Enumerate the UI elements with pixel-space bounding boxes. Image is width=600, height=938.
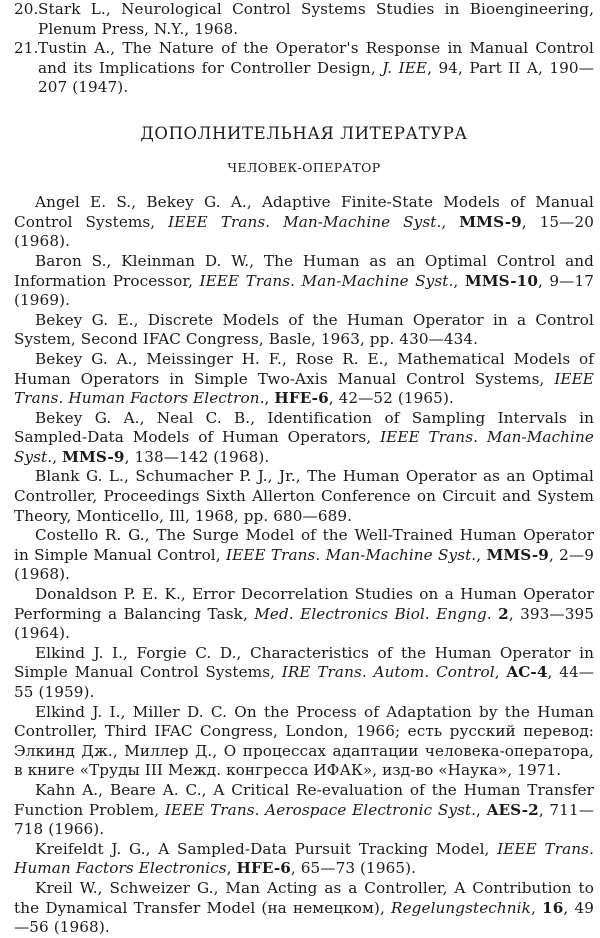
entry-text: Baron S., Kleinman D. W., The Human as an Optimal Control and Information Processor, xyxy=(14,251,594,290)
volume: 2 xyxy=(498,604,509,623)
entry-details: , 44—55 (1959). xyxy=(14,663,594,701)
bibliography-entry xyxy=(14,644,594,703)
reference-item xyxy=(14,39,594,98)
journal-name: IEEE Trans. Human Factors Electron. xyxy=(14,369,594,408)
reference-text: Stark L., Neurological Control Systems Studies in Bioengineering, Plenum Press, N.Y., 1968. xyxy=(38,0,594,38)
bibliography-entry xyxy=(14,585,594,644)
entry-details: , 65—73 (1965). xyxy=(290,859,417,878)
journal-name: IEEE Trans. Man-Machine Syst. xyxy=(168,212,442,231)
journal-name: IRE Trans. Autom. Control xyxy=(281,663,495,682)
entry-text: Kreifeldt J. G., A Sampled-Data Pursuit Tracking Model, xyxy=(35,839,498,858)
reference-number: 21. xyxy=(14,39,39,58)
separator: , xyxy=(52,447,63,466)
entry-details: , 711—718 (1966). xyxy=(14,800,594,839)
entry-details: , 393—395 (1964). xyxy=(14,604,594,643)
subsection-title: ЧЕЛОВЕК-ОПЕРАТОР xyxy=(227,159,381,175)
separator: , xyxy=(476,545,487,564)
volume: AC-4 xyxy=(506,663,548,682)
separator: , xyxy=(453,271,465,290)
volume: HFE-6 xyxy=(274,389,329,408)
reference-text: Tustin A., The Nature of the Operator's Response in Manual Control and its Implications for Controller Design, J. IEE, 94, Part II A, 190—207 (1947). xyxy=(38,39,594,97)
entry-details: , 2—9 (1968). xyxy=(14,545,594,584)
separator: , xyxy=(264,389,275,408)
journal-name: IEEE Trans. Man-Machine Syst. xyxy=(225,545,477,564)
entry-text: Costello R. G., The Surge Model of the Well-Trained Human Operator in Simple Manual Control, xyxy=(14,526,594,564)
volume: MMS-10 xyxy=(464,271,538,290)
journal-name: IEEE Trans. Man-Machine Syst. xyxy=(14,428,594,466)
bibliography-entry xyxy=(14,840,594,879)
entry-text: Elkind J. I., Forgie C. D., Characteristics of the Human Operator in Simple Manual Control Systems, xyxy=(14,643,594,682)
entry-text: Angel E. S., Bekey G. A., Adaptive Finite-State Models of Manual Control Systems, xyxy=(14,193,594,231)
bibliography-entry xyxy=(14,703,594,781)
journal-name: IEEE Trans. Man-Machine Syst. xyxy=(199,271,454,290)
bibliography-list xyxy=(14,193,594,938)
volume: MMS-9 xyxy=(62,447,125,466)
entry-details: , 9—17 (1969). xyxy=(14,271,594,310)
reference-item xyxy=(14,0,594,39)
entry-text: Bekey G. A., Neal C. B., Identification of Sampling Intervals in Sampled-Data Models of Human Operators, xyxy=(14,408,594,447)
entry-details: , 49—56 (1968). xyxy=(14,898,594,937)
bibliography-entry xyxy=(14,781,594,840)
separator: , xyxy=(226,859,237,878)
journal-name: Regelungstechnik xyxy=(391,898,531,917)
journal-name: IEEE Trans. Human Factors Electronics xyxy=(14,839,594,878)
entry-details: , 15—20 (1968). xyxy=(14,212,594,251)
journal-name: Med. Electronics Biol. Engng. xyxy=(254,604,492,623)
bibliography-entry xyxy=(14,311,594,350)
bibliography-entry xyxy=(14,526,594,585)
volume: HFE-6 xyxy=(236,859,291,878)
reference-number: 20. xyxy=(14,0,39,18)
journal-name: J. IEE xyxy=(382,58,428,77)
volume: AES-2 xyxy=(486,800,539,819)
entry-details: , 42—52 (1965). xyxy=(328,389,454,408)
entry-text: Bekey G. E., Discrete Models of the Human Operator in a Control System, Second IFAC Congress, Basle, 1963, pp. 430—434. xyxy=(14,310,594,349)
entry-text: Kahn A., Beare A. C., A Critical Re-evaluation of the Human Transfer Function Problem, xyxy=(14,780,594,819)
bibliography-entry xyxy=(14,350,594,409)
bibliography-entry xyxy=(14,879,594,938)
reference-list-top xyxy=(14,0,594,98)
bibliography-entry xyxy=(14,467,594,526)
volume: 16 xyxy=(542,898,564,917)
entry-text: Donaldson P. E. K., Error Decorrelation Studies on a Human Operator Performing a Balancing Task, xyxy=(14,585,594,623)
separator: , xyxy=(476,800,487,819)
separator: , xyxy=(441,212,460,231)
bibliography-entry xyxy=(14,193,594,252)
section-title: ДОПОЛНИТЕЛЬНАЯ ЛИТЕРАТУРА xyxy=(140,123,468,143)
bibliography-entry xyxy=(14,252,594,311)
entry-text: Blank G. L., Schumacher P. J., Jr., The Human Operator as an Optimal Controller, Proceedings Sixth Allerton Conference on Circuit and System Theory, Monticello, Ill, 1968, pp. 680—689. xyxy=(14,467,594,525)
entry-details: , 138—142 (1968). xyxy=(124,447,270,466)
volume: MMS-9 xyxy=(486,545,549,564)
volume: MMS-9 xyxy=(459,212,522,231)
entry-text: Bekey G. A., Meissinger H. F., Rose R. E., Mathematical Models of Human Operators in Simple Two-Axis Manual Control Systems, xyxy=(14,349,594,388)
separator: , xyxy=(494,663,507,682)
entry-text: Kreil W., Schweizer G., Man Acting as a Controller, A Contribution to the Dynamical Transfer Model (на немецком), xyxy=(14,878,594,917)
separator: , xyxy=(530,898,543,917)
entry-text: Elkind J. I., Miller D. C. On the Process of Adaptation by the Human Controller, Third IFAC Congress, London, 1966; есть русский перевод: Элкинд Дж., Миллер Д., О процессах адаптации человека-оператора, в книге «Труды III Межд. конгресса ИФАК», изд-во «Наука», 1971. xyxy=(14,702,594,780)
journal-name: IEEE Trans. Aerospace Electronic Syst. xyxy=(164,800,477,819)
bibliography-entry xyxy=(14,409,594,468)
